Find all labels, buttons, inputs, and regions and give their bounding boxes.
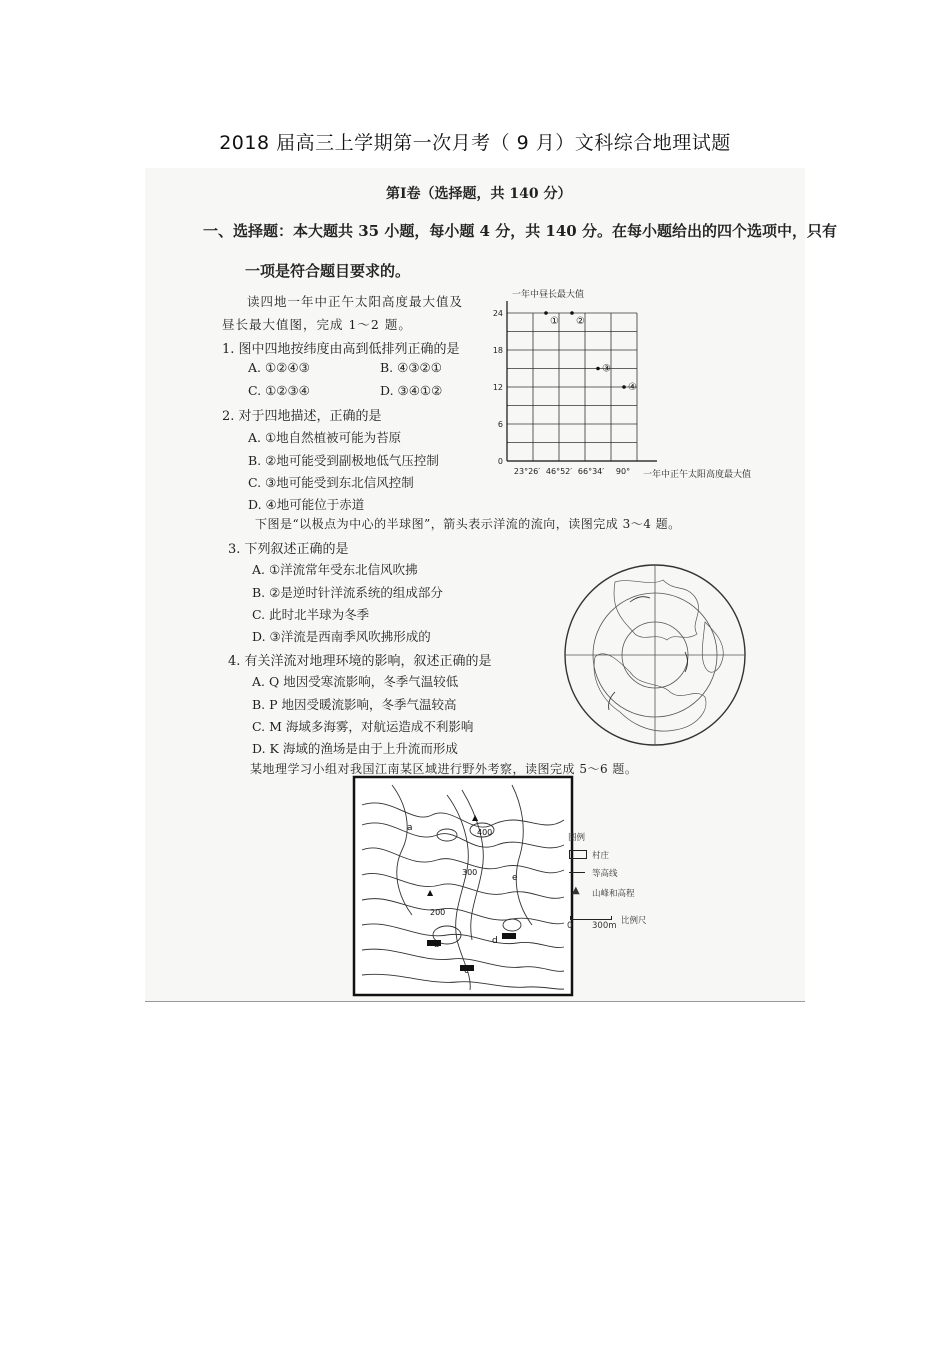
q4-option-c: C. M 海域多海雾，对航运造成不利影响 — [252, 719, 474, 734]
peak-icon: ▲ — [472, 813, 479, 822]
group1-intro: 读四地一年中正午太阳高度最大值及 — [247, 294, 464, 309]
village-marker — [502, 933, 516, 939]
legend-scale-zero: 0 — [567, 921, 573, 931]
data-point-label: ① — [550, 316, 559, 327]
contour-label: 200 — [430, 908, 446, 917]
legend-scale-max: 300m — [592, 921, 617, 931]
question-1: 1. 图中四地按纬度由高到低排列正确的是 — [222, 342, 460, 357]
y-tick-label: 12 — [492, 383, 503, 392]
chart-y-axis-label: 一年中昼长最大值 — [512, 290, 585, 300]
question-2: 2. 对于四地描述，正确的是 — [222, 409, 382, 424]
continent-outline — [594, 654, 706, 731]
q2-option-c: C. ③地可能受到东北信风控制 — [248, 475, 414, 490]
data-point-label: ② — [576, 316, 585, 327]
village-marker — [427, 940, 441, 946]
continent-outline — [614, 580, 699, 640]
q1-option-a: A. ①②④③ — [248, 360, 310, 375]
part-title: 第Ⅰ卷（选择题，共 140 分） — [386, 186, 572, 202]
q3-option-a: A. ①洋流常年受东北信风吹拂 — [252, 562, 418, 577]
q4-option-a: A. Q 地因受寒流影响，冬季气温较低 — [252, 674, 459, 689]
data-point-label: ③ — [602, 363, 611, 375]
point-label: d — [492, 936, 498, 946]
point-label: e — [512, 873, 518, 883]
q4-option-b: B. P 地因受暖流影响，冬季气温较高 — [252, 697, 457, 712]
legend-village-swatch — [569, 850, 587, 859]
legend-scale-bar — [570, 916, 612, 920]
y-tick-label: 18 — [492, 346, 503, 355]
q4-option-d: D. K 海域的渔场是由于上升流而形成 — [252, 741, 458, 756]
group3-intro: 某地理学习小组对我国江南某区域进行野外考察，读图完成 5～6 题。 — [250, 762, 638, 776]
legend-peak-icon: ▲ — [572, 885, 580, 896]
chart-grid — [507, 313, 637, 461]
y-tick-label: 0 — [497, 457, 503, 466]
chart-ticks — [493, 309, 630, 476]
legend-contour-label: 等高线 — [592, 869, 618, 879]
legend-scale-label: 比例尺 — [621, 916, 647, 926]
current-arrow — [630, 597, 650, 602]
q3-option-c: C. 此时北半球为冬季 — [252, 607, 370, 622]
document-title: 2018 届高三上学期第一次月考（ 9 月）文科综合地理试题 — [219, 132, 731, 154]
q3-option-d: D. ③洋流是西南季风吹拂形成的 — [252, 629, 431, 644]
question-4: 4. 有关洋流对地理环境的影响，叙述正确的是 — [228, 654, 492, 669]
x-tick-label: 66°34′ — [577, 467, 605, 476]
contour-label: 400 — [477, 828, 493, 837]
page-divider — [145, 1001, 805, 1002]
q2-option-d: D. ④地可能位于赤道 — [248, 497, 365, 512]
y-tick-label: 6 — [497, 420, 503, 429]
legend-title: 图例 — [568, 833, 586, 843]
x-tick-label: 23°26′ — [513, 467, 541, 476]
village-marker — [460, 965, 474, 971]
q3-option-b: B. ②是逆时针洋流系统的组成部分 — [252, 585, 443, 600]
chart-x-axis-label: 一年中正午太阳高度最大值 — [643, 470, 752, 480]
x-tick-label: 90° — [615, 467, 631, 476]
legend-contour-swatch — [569, 872, 585, 873]
question-3: 3. 下列叙述正确的是 — [228, 542, 349, 557]
y-tick-label: 24 — [492, 309, 503, 318]
sun-altitude-daylength-chart — [485, 283, 775, 488]
polar-hemisphere-map — [555, 562, 755, 752]
section-instructions: 一、选择题：本大题共 35 小题，每小题 4 分，共 140 分。在每小题给出的四个选项中，只有 — [203, 222, 837, 240]
point-label: a — [407, 823, 413, 833]
group1-intro-cont: 昼长最大值图，完成 1～2 题。 — [222, 317, 412, 332]
data-point-label: ④ — [628, 382, 637, 393]
data-point — [544, 311, 548, 315]
x-tick-label: 46°52′ — [545, 467, 573, 476]
data-point — [596, 367, 600, 371]
peak-icon: ▲ — [427, 888, 434, 897]
section-instructions-cont: 一项是符合题目要求的。 — [245, 262, 411, 280]
q2-option-b: B. ②地可能受到副极地低气压控制 — [248, 453, 439, 468]
q1-option-b: B. ④③②① — [380, 360, 442, 375]
chart-points — [544, 311, 637, 393]
q1-option-c: C. ①②③④ — [248, 383, 310, 398]
contour-map — [352, 775, 574, 997]
legend-village-label: 村庄 — [592, 851, 610, 861]
group2-intro: 下图是“以极点为中心的半球图”，箭头表示洋流的流向，读图完成 3～4 题。 — [255, 517, 681, 531]
legend-peak-label: 山峰和高程 — [592, 889, 635, 899]
continent-outline — [702, 622, 723, 672]
q2-option-a: A. ①地自然植被可能为苔原 — [248, 430, 402, 445]
q1-option-d: D. ③④①② — [380, 383, 443, 398]
contour-label: 300 — [462, 868, 478, 877]
data-point — [622, 385, 626, 389]
data-point — [570, 311, 574, 315]
